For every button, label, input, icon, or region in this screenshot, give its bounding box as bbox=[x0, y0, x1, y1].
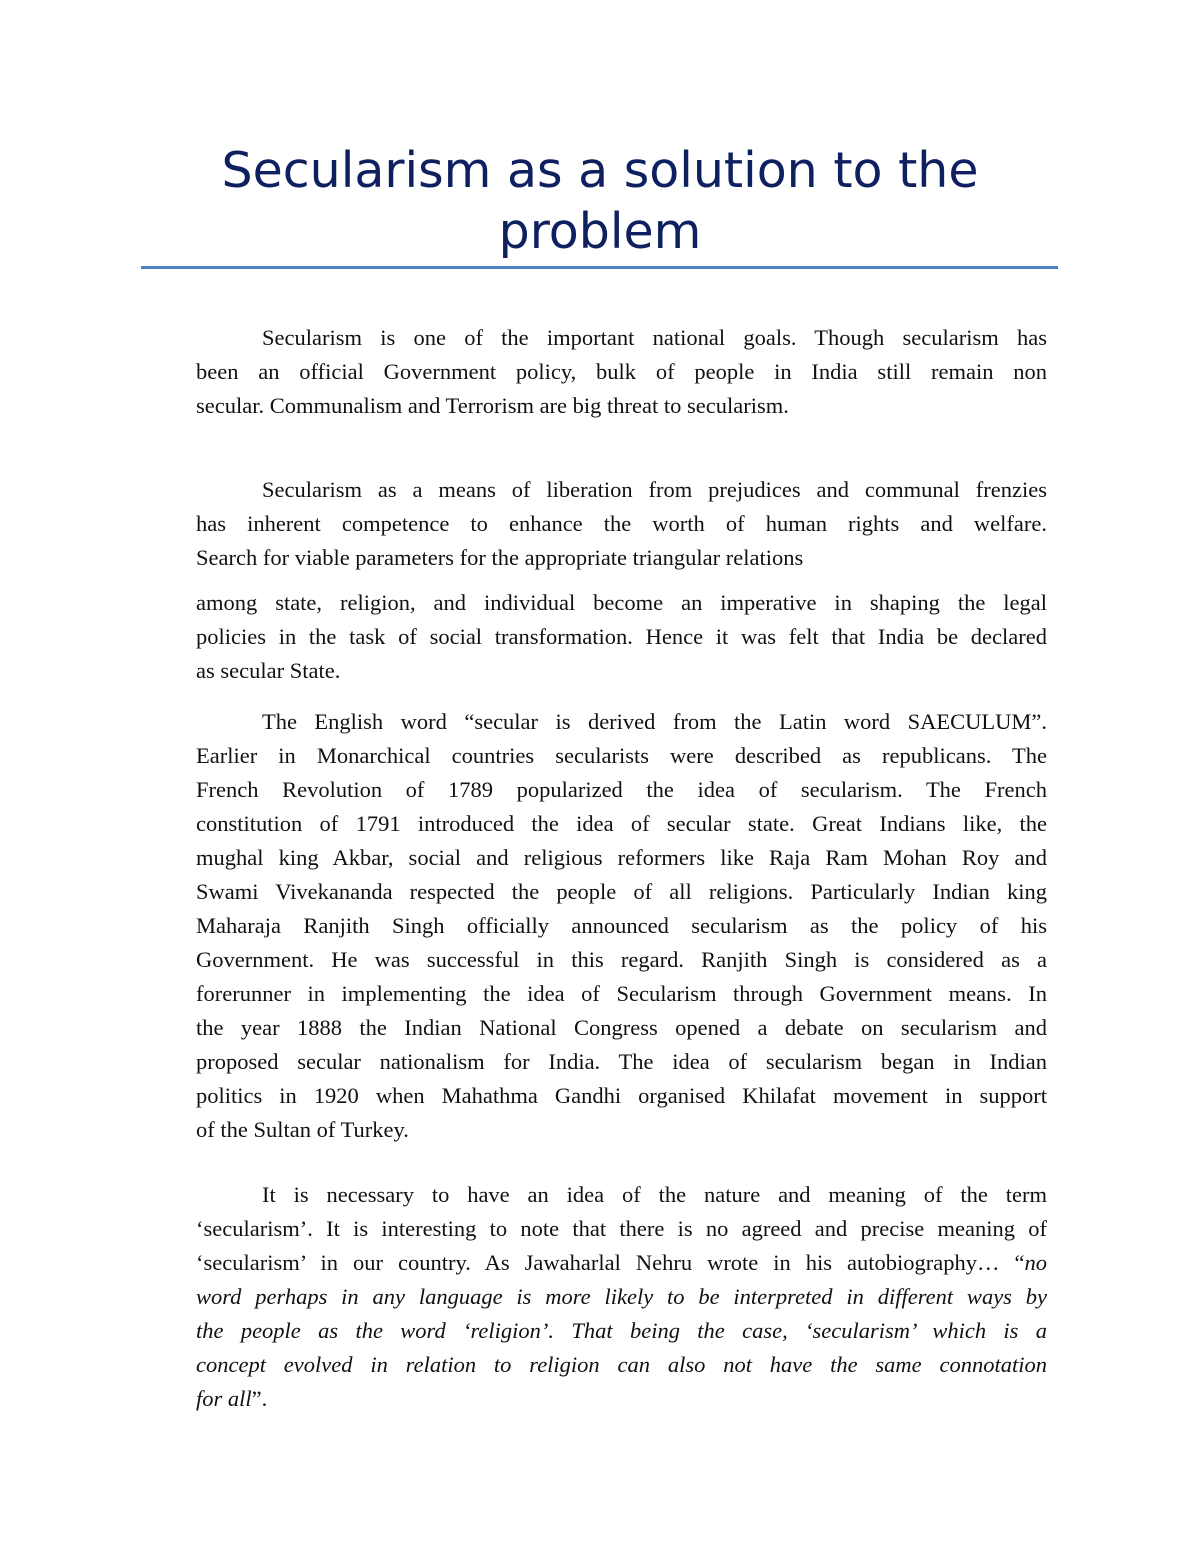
body-text: politics in 1920 when Mahathma Gandhi organised Khilafat movement in support bbox=[196, 1083, 1047, 1108]
text-line bbox=[196, 1382, 1047, 1416]
text-line bbox=[196, 586, 1047, 620]
paragraph bbox=[196, 321, 1047, 423]
body-text: The English word “secular is derived from the Latin word SAECULUM”. bbox=[262, 709, 1047, 734]
body-text: Maharaja Ranjith Singh officially announced secularism as the policy of his bbox=[196, 913, 1047, 938]
paragraph bbox=[196, 705, 1047, 1147]
paragraph bbox=[196, 586, 1047, 688]
title-underline bbox=[141, 266, 1058, 269]
text-line bbox=[196, 541, 1047, 575]
document-title bbox=[140, 140, 1060, 262]
text-line bbox=[196, 1314, 1047, 1348]
text-line bbox=[196, 1113, 1047, 1147]
body-text: has inherent competence to enhance the worth of human rights and welfare. bbox=[196, 511, 1047, 536]
text-line bbox=[196, 705, 1047, 739]
body-text: the year 1888 the Indian National Congress opened a debate on secularism and bbox=[196, 1015, 1047, 1040]
paragraph bbox=[196, 473, 1047, 575]
quote-text: the people as the word ‘religion’. That being the case, ‘secularism’ which is a bbox=[196, 1318, 1047, 1343]
text-line bbox=[196, 321, 1047, 355]
body-text: ”. bbox=[251, 1386, 268, 1411]
body-text: as secular State. bbox=[196, 658, 341, 683]
text-line bbox=[196, 473, 1047, 507]
text-line bbox=[196, 1246, 1047, 1280]
quote-text: for all bbox=[196, 1386, 252, 1411]
quote-text: word perhaps in any language is more likely to be interpreted in different ways by bbox=[196, 1284, 1047, 1309]
body-text: Swami Vivekananda respected the people of all religions. Particularly Indian king bbox=[196, 879, 1047, 904]
body-text: among state, religion, and individual become an imperative in shaping the legal bbox=[196, 590, 1047, 615]
text-line bbox=[196, 1348, 1047, 1382]
body-text: constitution of 1791 introduced the idea of secular state. Great Indians like, the bbox=[196, 811, 1047, 836]
text-line bbox=[196, 807, 1047, 841]
text-line bbox=[196, 739, 1047, 773]
body-text: Earlier in Monarchical countries secularists were described as republicans. The bbox=[196, 743, 1047, 768]
text-line bbox=[196, 1011, 1047, 1045]
body-text: proposed secular nationalism for India. The idea of secularism began in Indian bbox=[196, 1049, 1047, 1074]
body-text: ‘secularism’. It is interesting to note that there is no agreed and precise meaning of bbox=[196, 1216, 1047, 1241]
body-text: of the Sultan of Turkey. bbox=[196, 1117, 409, 1142]
text-line bbox=[196, 389, 1047, 423]
body-text: mughal king Akbar, social and religious reformers like Raja Ram Mohan Roy and bbox=[196, 845, 1047, 870]
quote-text: no bbox=[1024, 1250, 1047, 1275]
text-line bbox=[196, 875, 1047, 909]
paragraph bbox=[196, 1178, 1047, 1416]
text-line bbox=[196, 943, 1047, 977]
text-line bbox=[196, 909, 1047, 943]
body-text: policies in the task of social transformation. Hence it was felt that India be declared bbox=[196, 624, 1047, 649]
text-line bbox=[196, 1212, 1047, 1246]
text-line bbox=[196, 1045, 1047, 1079]
text-line bbox=[196, 507, 1047, 541]
body-text: It is necessary to have an idea of the nature and meaning of the term bbox=[262, 1182, 1047, 1207]
text-line bbox=[196, 654, 1047, 688]
text-line bbox=[196, 1079, 1047, 1113]
text-line bbox=[196, 1280, 1047, 1314]
body-text: been an official Government policy, bulk of people in India still remain non bbox=[196, 359, 1047, 384]
body-text: Secularism as a means of liberation from prejudices and communal frenzies bbox=[262, 477, 1047, 502]
text-line bbox=[196, 355, 1047, 389]
quote-text: concept evolved in relation to religion can also not have the same connotation bbox=[196, 1352, 1047, 1377]
text-line bbox=[196, 977, 1047, 1011]
text-line bbox=[196, 620, 1047, 654]
body-text: French Revolution of 1789 popularized the idea of secularism. The French bbox=[196, 777, 1047, 802]
body-text: ‘secularism’ in our country. As Jawaharlal Nehru wrote in his autobiography… “ bbox=[196, 1250, 1025, 1275]
text-line bbox=[196, 841, 1047, 875]
body-text: Secularism is one of the important national goals. Though secularism has bbox=[262, 325, 1047, 350]
body-text: Search for viable parameters for the appropriate triangular relations bbox=[196, 545, 804, 570]
body-text: Government. He was successful in this regard. Ranjith Singh is considered as a bbox=[196, 947, 1047, 972]
text-line bbox=[196, 1178, 1047, 1212]
text-line bbox=[196, 773, 1047, 807]
title-line-2: problem bbox=[498, 203, 702, 260]
body-text: secular. Communalism and Terrorism are big threat to secularism. bbox=[196, 393, 789, 418]
body-text: forerunner in implementing the idea of Secularism through Government means. In bbox=[196, 981, 1047, 1006]
title-line-1: Secularism as a solution to the bbox=[221, 142, 979, 199]
